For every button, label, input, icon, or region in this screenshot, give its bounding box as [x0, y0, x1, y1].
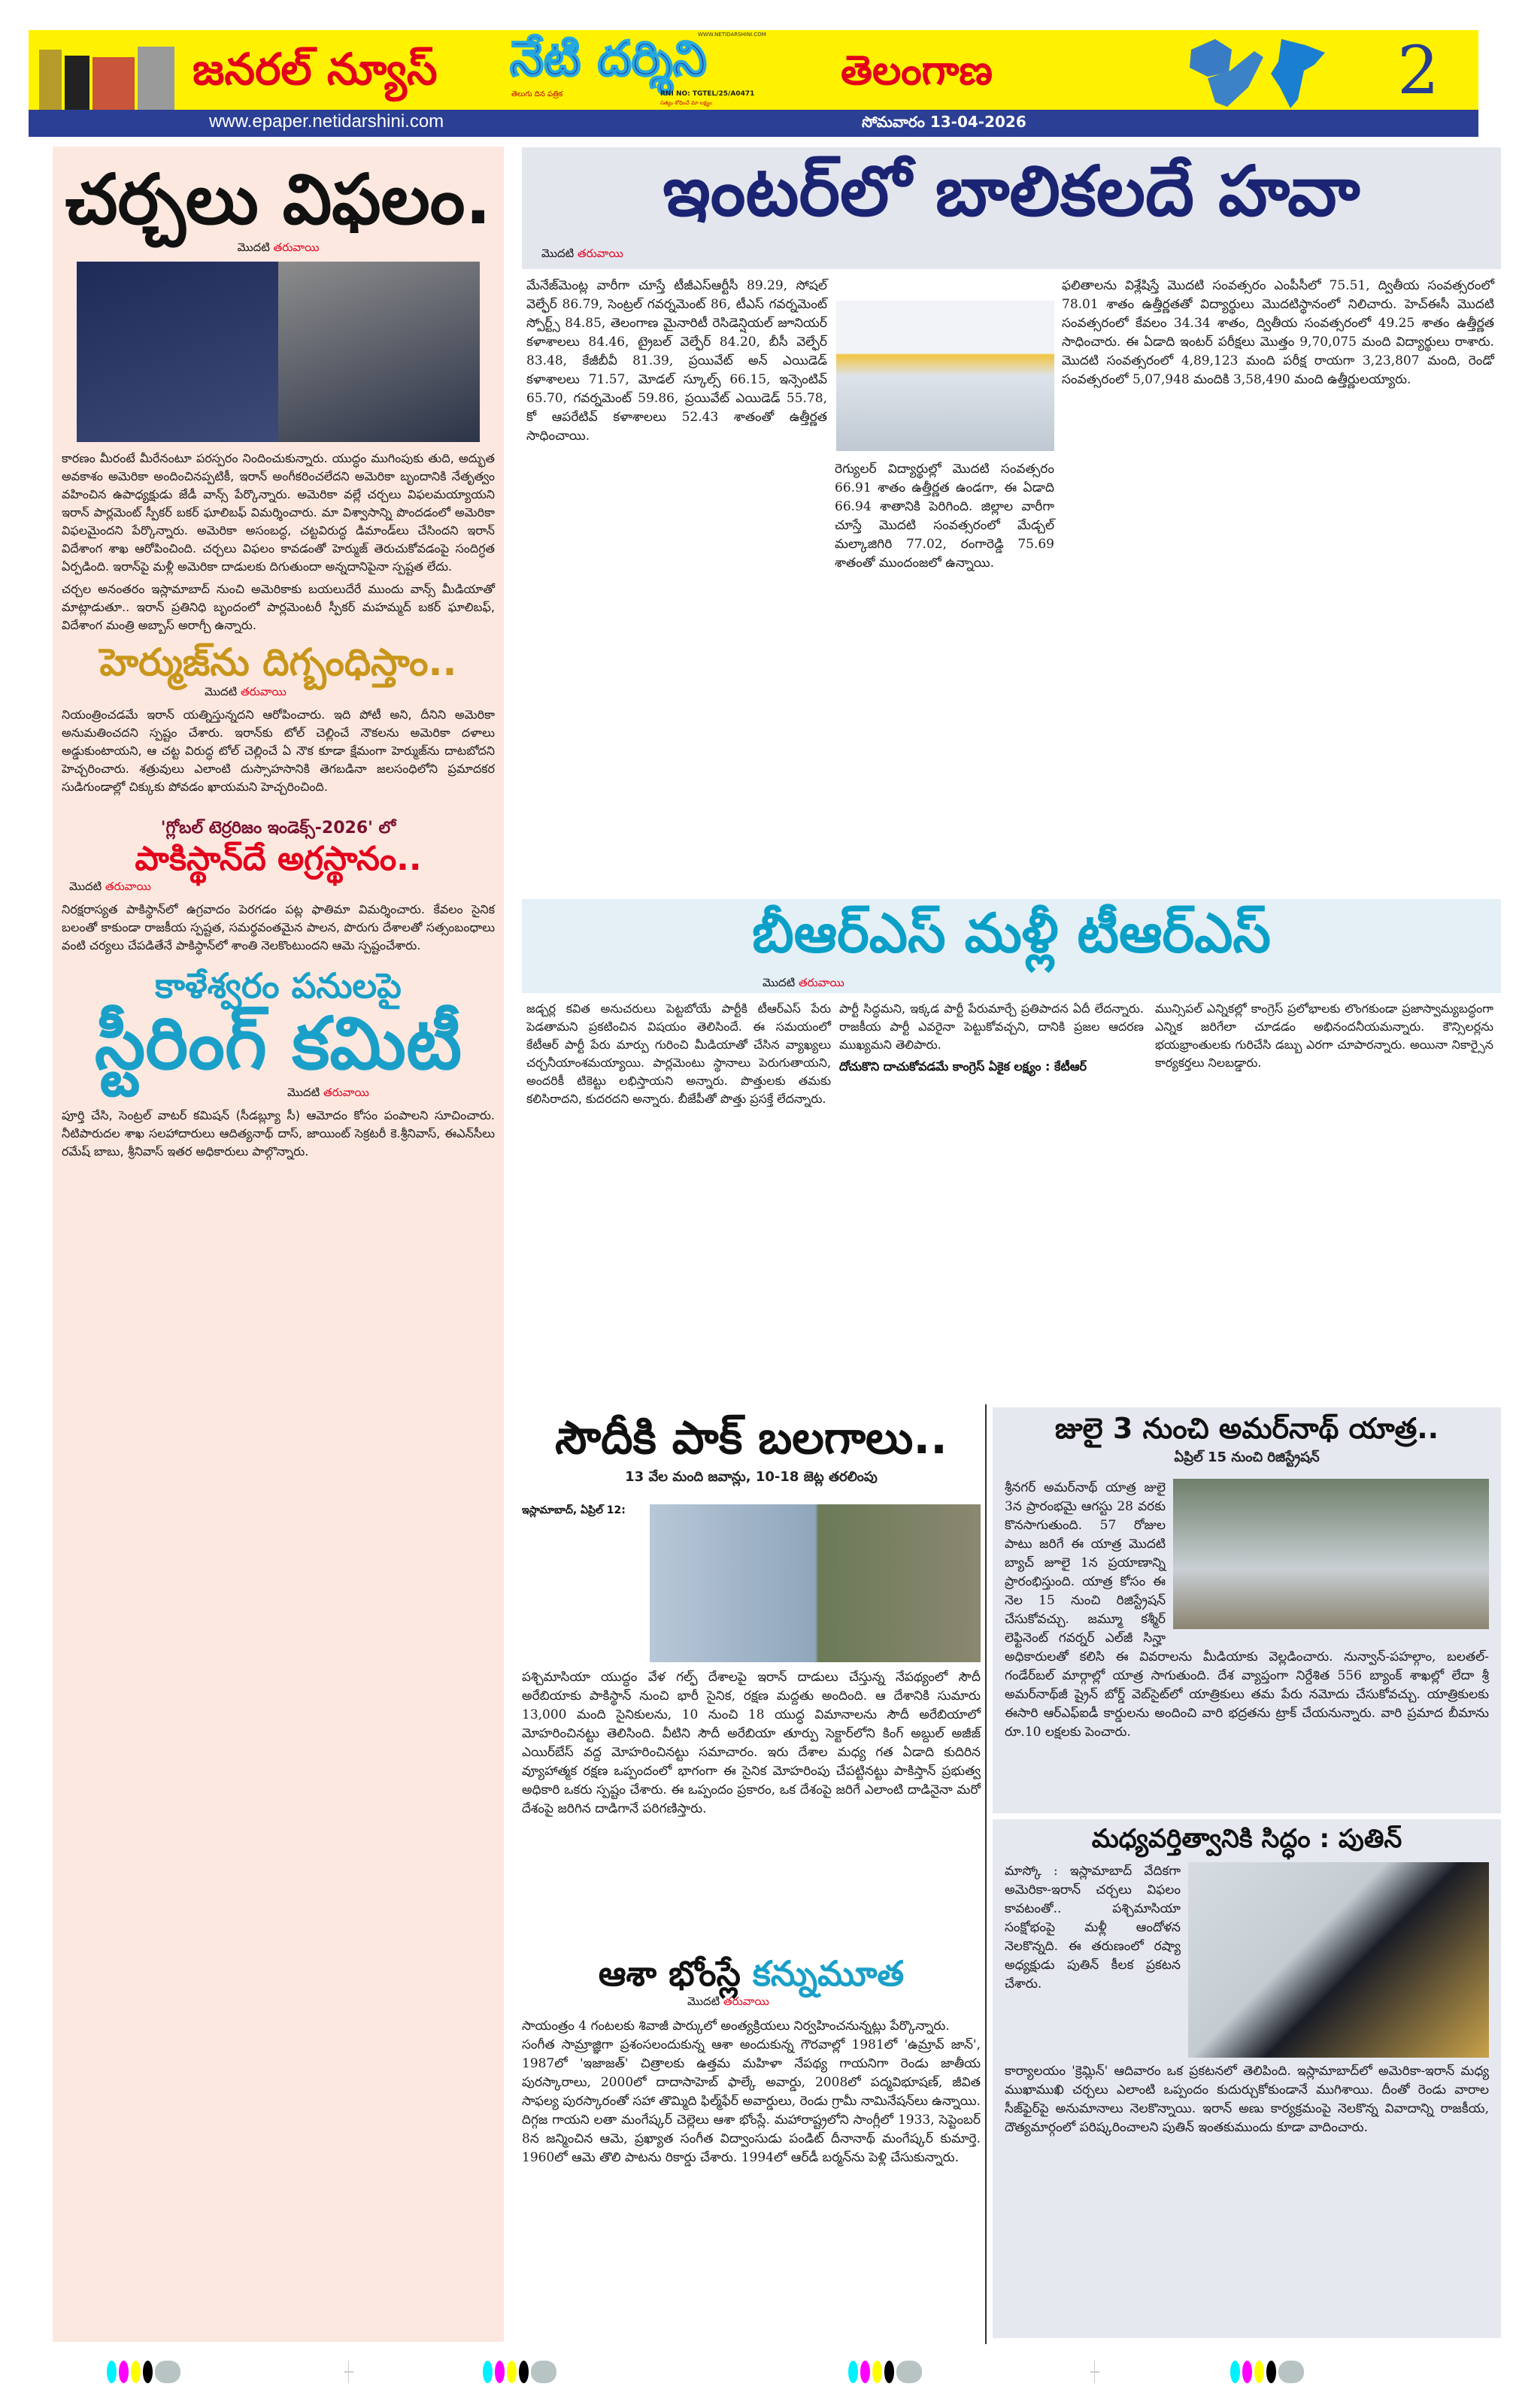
- headline: స్టీరింగ్ కమిటీ: [94, 1001, 462, 1086]
- photo-right-person: [278, 262, 480, 442]
- gate-icon: [65, 56, 90, 110]
- headline: పాకిస్థాన్‌దే అగ్రస్థానం..: [135, 840, 422, 879]
- logo-url: WWW.NETIDARSHINI.COM: [698, 32, 766, 38]
- subhead: ఏప్రిల్ 15 నుంచి రిజిస్ట్రేషన్: [1174, 1449, 1320, 1465]
- paragraph: జడ్చర్ల కవిత అనుచరులు పెట్టబోయే పార్టీకి టీఆర్ఎస్ పేరు పెడతామని ప్రకటించిన విషయం తెలిసిందే. ఈ సమయంలో కేటీఆర్ పార్టీ పేరు మార్పు గురించి మీడియాతో చేసిన వ్యాఖ్యలు చర్చనీయాంశమయ్యాయి. పార్లమెంటు స్థానాలు పెరుగుతాయని, అందరికీ టికెట్టు లభిస్తాయని అన్నారు. పొత్తులకు తమకు కలిసిరాదని, కుదరదని అన్నారు. బీజేపీతో పొత్తు ప్రసక్తే లేదన్నారు.: [526, 1001, 831, 1106]
- byline: మొదటి తరువాయి: [205, 685, 287, 699]
- page-number: 2: [1397, 32, 1439, 109]
- paragraph: మాస్కో : ఇస్లామాబాద్ వేదికగా అమెరికా-ఇరాన్ చర్చలు విఫలం కావటంతో.. పశ్చిమాసియా సంక్షోభంపై మళ్లీ ఆందోళన నెలకొన్నది. ఈ తరుణంలో రష్యా అధ్యక్షుడు పుతిన్ కీలక ప్రకటన చేశారు.: [1005, 1864, 1181, 1992]
- black-swatch: [143, 2361, 153, 2383]
- paragraph: శ్రీనగర్ అమర్‌నాథ్ యాత్ర జులై 3న ప్రారంభమై ఆగస్టు 28 వరకు కొనసాగుతుంది. 57 రోజుల పాటు జరిగే ఈ యాత్ర మొదటి బ్యాచ్ జూలై 1న ప్రయాణాన్ని ప్రారంభిస్తుంది. యాత్ర కోసం ఈ నెల 15 నుంచి రిజిస్ట్రేషన్ చేసుకోవచ్చు. జమ్మూ కశ్మీర్ లెఫ్టినెంట్ గవర్నర్ ఎల్‌జీ సిన్హా అధికారులతో కలిసి ఈ వివరాలను మీడియాకు వెల్లడించారు. నున్వాన్-పహల్గాం, బలతల్-గండేర్‌బల్ మార్గాల్లో యాత్ర సాగుతుంది. దేశ వ్యాప్తంగా నిర్దేశిత 556 బ్యాంక్ శాఖల్లో లేదా శ్రీ అమర్‌నాథ్‌జీ ష్రైన్ బోర్డ్ వెబ్‌సైట్‌లో యాత్రికులు తమ పేరు నమోదు చేసుకోవచ్చు. యాత్రికులకు ఈసారి ఆర్‌ఎఫ్ఐడీ కార్డులను అందించి వారి భద్రతను ట్రాక్ చేయనున్నారు. వారి ప్రమాద బీమాను రూ.10 లక్షలకు పెంచారు.: [1005, 1480, 1489, 1740]
- brs-column-1: [526, 1000, 831, 1108]
- logo-text: నేటి దర్శిని: [510, 32, 707, 87]
- cyan-swatch: [1230, 2361, 1240, 2383]
- masthead-bar: [29, 110, 1478, 137]
- state-title: తెలంగాణ: [841, 47, 993, 94]
- color-registration-mark: [1230, 2361, 1304, 2383]
- magenta-swatch: [860, 2361, 870, 2383]
- article-talks-failed: [53, 147, 504, 635]
- cyan-swatch: [107, 2361, 117, 2383]
- grey-swatch: [155, 2361, 180, 2383]
- yellow-swatch: [1254, 2361, 1264, 2383]
- issue-date: సోమవారం 13-04-2026: [862, 113, 1026, 131]
- paragraph: కార్యాలయం 'క్రెమ్లిన్' ఆదివారం ఒక ప్రకటనలో తెలిపింది. ఇస్లామాబాద్‌లో అమెరికా-ఇరాన్ మధ్య ముఖాముఖి చర్చలు ఎలాంటి ఒప్పందం కుదుర్చుకోకుండానే ముగిశాయి. దీంతో రెండు వారాల సీజ్‌ఫైర్‌పై అనుమానాలు నెలకొన్నాయి. ఇరాన్ అణు కార్యక్రమంపై నెలకొన్న వివాదాన్ని రాజకీయ, దౌత్యమార్గంలో పరిష్కరించాలని పుతిన్ ఇంతకుముందు కూడా వాదించారు.: [1005, 2064, 1489, 2136]
- fort-icon: [92, 57, 134, 110]
- yellow-swatch: [131, 2361, 141, 2383]
- magenta-swatch: [119, 2361, 129, 2383]
- logo-slogan: సత్యం శోధించే మా లక్ష్యం: [660, 100, 712, 106]
- headline: ఆశా భోంస్లే కన్నుమూత: [598, 1953, 905, 1994]
- paragraph: సంగీత సామ్రాజ్ఞిగా ప్రశంసలందుకున్న ఆశా అందుకున్న గౌరవాల్లో 1981లో 'ఉమ్రావ్ జాన్', 1987లో 'ఇజాజత్' చిత్రాలకు ఉత్తమ మహిళా నేపథ్య గాయనిగా రెండు జాతీయ పురస్కారాలు, 2000లో దాదాసాహెబ్ ఫాల్కే అవార్డు, 2008లో పద్మవిభూషణ్, జీవిత సాఫల్య పురస్కారంతో సహా తొమ్మిది ఫిల్మ్‌ఫేర్ అవార్డులు, రెండు గ్రామీ నామినేషన్‌లు ఉన్నాయి. దిగ్గజ గాయని లతా మంగేష్కర్ చెల్లెలు ఆశా భోంస్లే. మహారాష్ట్రలోని సాంగ్లీలో 1933, సెప్టెంబర్ 8న జన్మించిన ఆమె, ప్రఖ్యాత సంగీత విద్వాంసుడు పండిట్ దీనానాథ్ మంగేష్కర్ కుమార్తె. 1960లో ఆమె తొలి పాటను రికార్డు చేశారు. 1994లో ఆర్‌డీ బర్మన్‌ను పెళ్లి చేసుకున్నారు.: [522, 2037, 981, 2165]
- headline: బీఆర్ఎస్ మళ్లీ టీఆర్ఎస్: [752, 901, 1271, 965]
- kicker: కాళేశ్వరం పనులపై: [155, 965, 402, 1006]
- grey-swatch: [1278, 2361, 1304, 2383]
- charminar-icon: [39, 50, 62, 110]
- inter-results-photo: [836, 301, 1054, 451]
- yellow-swatch: [872, 2361, 882, 2383]
- headline: జులై 3 నుంచి అమర్‌నాథ్ యాత్ర..: [1054, 1412, 1439, 1445]
- magenta-swatch: [495, 2361, 505, 2383]
- article-kaleshwaram: [53, 955, 504, 1161]
- kicker: 'గ్లోబల్ టెర్రరిజం ఇండెక్స్-2026' లో: [160, 819, 396, 838]
- article-saudi: [522, 1413, 981, 1819]
- rni-number: RNI NO: TGTEL/25/A0471: [660, 90, 755, 98]
- paragraph: రెగ్యులర్ విద్యార్థుల్లో మొదటి సంవత్సరం 66.91 శాతం ఉత్తీర్ణత ఉండగా, ఈ ఏడాది 66.94 శాతానికి పెరిగింది. జిల్లాల వారీగా చూస్తే మొదటి సంవత్సరంలో మేడ్చల్ మల్కాజిగిరి 77.02, రంగారెడ్డి 75.69 శాతంతో ముందంజలో ఉన్నాయి.: [835, 462, 1054, 571]
- grey-swatch: [531, 2361, 556, 2383]
- paragraph: పశ్చిమాసియా యుద్ధం వేళ గల్ఫ్ దేశాలపై ఇరాన్ దాడులు చేస్తున్న నేపథ్యంలో సౌదీ అరేబియాకు పాకిస్థాన్ నుంచి భారీ సైనిక, రక్షణ మద్దతు అందింది. ఆ దేశానికి సుమారు 13,000 మంది సైనికులను, 10 నుంచి 18 యుద్ధ విమానాలను సౌదీ అరేబియాలో మోహరించినట్టు తెలిసింది. వీటిని సౌదీ అరేబియా తూర్పు సెక్టార్‌లోని కింగ్ అబ్దుల్ అజీజ్ ఎయిర్‌బేస్ వద్ద మోహరించినట్టు సమాచారం. ఇరు దేశాల మధ్య గత ఏడాది కుదిరిన వ్యూహాత్మక రక్షణ ఒప్పందంలో భాగంగా ఈ సైనిక మోహరింపు చేపట్టినట్టు పాకిస్తాన్ ప్రభుత్వ అధికారి ఒకరు స్పష్టం చేశారు. ఈ ఒప్పందం ప్రకారం, ఒక దేశంపై జరిగే ఎలాంటి దాడినైనా మరో దేశంపై జరిగిన దాడిగానే పరిగణిస్తారు.: [522, 1670, 981, 1816]
- dateline: ఇస్లామాబాద్, ఏప్రిల్ 12:: [522, 1504, 626, 1516]
- paragraph: పార్టీ సిద్ధమని, ఇక్కడ పార్టీ పేరుమార్చే ప్రతిపాదన ఏదీ లేదన్నారు. రాజకీయ పార్టీ ఎవరైనా పెట్టుకోవచ్చని, దానికి ప్రజల ఆదరణ ముఖ్యమని తెలిపారు.: [839, 1001, 1144, 1052]
- grey-swatch: [896, 2361, 922, 2383]
- article-inter-header: [522, 147, 1501, 269]
- color-registration-mark: [848, 2361, 922, 2383]
- newspaper-logo[interactable]: [510, 30, 796, 110]
- putin-photo: [1188, 1862, 1489, 2058]
- inter-column-2: [835, 460, 1054, 573]
- headline: సౌదీకి పాక్ బలగాలు..: [555, 1412, 948, 1464]
- article-hormuz: [53, 635, 504, 796]
- buddha-statue-icon: [138, 47, 174, 110]
- byline: మొదటి తరువాయి: [541, 247, 623, 260]
- headline: హెర్ముజ్‌ను దిగ్బంధిస్తాం..: [99, 641, 457, 685]
- crop-mark-icon: [1090, 2361, 1099, 2383]
- landmarks-illustration: [39, 42, 174, 110]
- black-swatch: [519, 2361, 529, 2383]
- paragraph: పూర్తి చేసి, సెంట్రల్ వాటర్ కమిషన్ (సీడబ్ల్యూ సీ) ఆమోదం కోసం పంపాలని సూచించారు. నీటిపారుదల శాఖ సలహాదారులు ఆదిత్యనాథ్ దాస్, జాయింట్ సెక్రటరీ కె.శ్రీనివాస్, ఈఎన్‌సీలు రమేష్ బాబు, శ్రీనివాస్ ఇతర అధికారులు పాల్గొన్నారు.: [62, 1107, 495, 1159]
- news-photo: [77, 262, 480, 442]
- inter-column-1: [526, 277, 827, 446]
- magenta-swatch: [1242, 2361, 1252, 2383]
- brs-column-2: [839, 1000, 1144, 1075]
- left-column: [53, 147, 504, 2342]
- color-registration-mark: [107, 2361, 180, 2383]
- article-amarnath: [993, 1407, 1501, 1813]
- byline: మొదటి తరువాయి: [687, 1994, 769, 2008]
- article-putin: [993, 1819, 1501, 2338]
- paragraph: చర్చల అనంతరం ఇస్లామాబాద్ నుంచి అమెరికాకు బయలుదేరే ముందు వాన్స్ మీడియాతో మాట్లాడుతూ.. ఇరాన్ ప్రతినిధి బృందంలో పార్లమెంటరీ స్పీకర్ మహమ్మద్ బకర్ ఘాలిబఫ్, విదేశాంగ మంత్రి అబ్బాస్ అరాగ్చీ ఉన్నారు.: [62, 582, 495, 633]
- column-divider: [985, 1404, 987, 2344]
- headline: మధ్యవర్తిత్వానికి సిద్ధం : పుతిన్: [1091, 1824, 1402, 1854]
- paragraph: మేనేజ్‌మెంట్ల వారీగా చూస్తే టీజీఎస్‌ఆర్టీసీ 89.29, సోషల్ వెల్ఫేర్ 86.79, సెంట్రల్ గవర్నమెంట్ 86, టీఎస్ గవర్నమెంట్ స్పోర్ట్స్ 84.85, తెలంగాణ మైనారిటీ రెసిడెన్షియల్ జూనియర్ కళాశాలలు 84.46, ట్రైబల్ వెల్ఫేర్ 84.20, బీసీ వెల్ఫేర్ 83.48, కేజీబీవీ 81.39, ప్రయివేట్ అన్ ఎయిడెడ్ కళాశాలలు 71.57, మోడల్ స్కూల్స్ 66.15, ఇన్సెంటివ్ 65.70, గవర్నమెంట్ 59.86, ప్రయివేట్ ఎయిడెడ్ 55.78, కో ఆపరేటివ్ కళాశాలలు 52.43 శాతంతో ఉత్తీర్ణత సాధించాయి.: [526, 278, 827, 444]
- website-link[interactable]: www.epaper.netidarshini.com: [209, 111, 444, 132]
- cyan-swatch: [848, 2361, 858, 2383]
- photo-left-person: [77, 262, 278, 442]
- paragraph: నియంత్రించడమే ఇరాన్ యత్నిస్తున్నదని ఆరోపించారు. ఇది పోటీ అని, దీనిని అమెరికా అనుమతించదని స్పష్టం చేశారు. ఇరాన్‌కు టోల్ చెల్లించే నౌకలను అమెరికా దళాలు అడ్డుకుంటాయని, ఆ చట్ట విరుద్ధ టోల్ చెల్లించే ఏ నౌక కూడా క్షేమంగా హెర్ముజ్‌ను దాటబోదని హెచ్చరించారు. శత్రువులు ఎలాంటి దుస్సాహసానికి తెగబడినా జలసంధిలోని ప్రమాదకర సుడిగుండాల్లో చిక్కుకు పోవడం ఖాయమని హెచ్చరించింది.: [62, 707, 495, 795]
- amarnath-photo: [1173, 1479, 1489, 1629]
- paragraph: ఫలితాలను విశ్లేషిస్తే మొదటి సంవత్సరం ఎంపీసీలో 75.51, ద్వితీయ సంవత్సరంలో 78.01 శాతం ఉత్తీర్ణతతో విద్యార్థులు మొదటిస్థానంలో నిలిచారు. హెచ్ఈసీ మొదటి సంవత్సరంలో కేవలం 34.34 శాతం, ద్వితీయ సంవత్సరంలో 49.25 శాతం ఉత్తీర్ణత సాధించారు. ఈ ఏడాది ఇంటర్ పరీక్షలు మొత్తం 9,70,075 మంది విద్యార్థులు రాశారు. మొదటి సంవత్సరంలో 4,89,123 మంది పరీక్ష రాయగా 3,23,807 మంది, రెండో సంవత్సరంలో 5,07,948 మందికి 3,58,490 మంది ఉత్తీర్ణులయ్యారు.: [1062, 278, 1494, 387]
- black-swatch: [884, 2361, 894, 2383]
- paragraph: మున్సిపల్ ఎన్నికల్లో కాంగ్రెస్ ప్రలోభాలకు లొంగకుండా ప్రజాస్వామ్యబద్ధంగా ఎన్నిక జరిగేలా చూడడం అభినందనీయమన్నారు. కౌన్సిలర్లను భయభ్రాంతులకు గురిచేసి డబ్బు ఎరగా చూపారన్నారు. అయినా నికార్సైన కార్యకర్తలు నిలబడ్డారు.: [1155, 1001, 1493, 1070]
- byline: మొదటి తరువాయి: [287, 1085, 369, 1099]
- paragraph: సాయంత్రం 4 గంటలకు శివాజీ పార్కులో అంత్యక్రియలు నిర్వహించనున్నట్లు పేర్కొన్నారు.: [522, 2018, 950, 2034]
- article-asha-bhosle: [522, 1955, 981, 2167]
- subhead: 13 వేల మంది జవాన్లు, 10-18 జెట్ల తరలింపు: [625, 1469, 878, 1485]
- crop-mark-icon: [344, 2361, 353, 2383]
- headline: ఇంటర్‌లో బాలికలదే హవా: [663, 151, 1360, 232]
- article-pakistan-index: [53, 796, 504, 954]
- article-brs-header: [522, 899, 1501, 993]
- section-title: జనరల్ న్యూస్: [193, 44, 438, 95]
- byline: మొదటి తరువాయి: [237, 241, 320, 255]
- masthead-banner: [29, 30, 1478, 110]
- paragraph: కారణం మీరంటే మీరేనంటూ పరస్పరం నిందించుకున్నారు. యుద్ధం ముగింపుకు తుది, అద్భుత అవకాశం అమెరికా అందించినప్పటికీ, ఇరాన్ అంగీకరించలేదని అమెరికా బృందానికి నేతృత్వం వహించిన ఉపాధ్యక్షుడు జేడీ వాన్స్ పేర్కొన్నారు. అమెరికా వల్లే చర్చలు విఫలమయ్యాయని ఇరాన్ పార్లమెంట్ స్పీకర్ బకర్ ఘాలిబఫ్ విమర్శించారు. మా విశ్వాసాన్ని పొందడంలో అమెరికా విఫలమైందని పేర్కొన్నారు. అమెరికా అసంబద్ధ, చట్టవిరుద్ధ డిమాండ్‌లు చేసిందని ఇరాన్ విదేశాంగ శాఖ ఆరోపించింది. చర్చలు విఫలం కావడంతో హెర్ముజ్ తెరుచుకోవడంపై సందిగ్ధత ఏర్పడింది. ఇరాన్‌పై మళ్లీ అమెరికా దాడులకు దిగుతుందా అన్నదానిపైనా స్పష్టత లేదు.: [62, 451, 495, 574]
- byline: మొదటి తరువాయి: [69, 879, 151, 893]
- brs-column-3: [1155, 1000, 1493, 1072]
- cyan-swatch: [483, 2361, 493, 2383]
- headline: చర్చలు విఫలం.: [65, 159, 492, 240]
- military-photo: [650, 1504, 981, 1662]
- masthead: [29, 30, 1478, 137]
- logo-tagline: తెలుగు దిన పత్రిక: [511, 90, 563, 98]
- subhead: దోచుకొని దాచుకోవడమే కాంగ్రెస్ ఏకైక లక్ష్యం : కేటీఆర్: [839, 1059, 1087, 1074]
- inter-column-3: [1062, 277, 1494, 389]
- color-registration-mark: [483, 2361, 556, 2383]
- black-swatch: [1266, 2361, 1276, 2383]
- india-map-icon: [1185, 35, 1351, 108]
- byline: మొదటి తరువాయి: [763, 976, 844, 989]
- yellow-swatch: [507, 2361, 517, 2383]
- paragraph: నిరక్షరాస్యత పాకిస్థాన్‌లో ఉగ్రవాదం పెరగడం పట్ల ఫాతిమా విమర్శించారు. కేవలం సైనిక బలంతో కాకుండా రాజకీయ స్పష్టత, సమర్థవంతమైన పాలన, పొరుగు దేశాలతో సత్సంబంధాలు వంటి చర్యలు చేపడితేనే పాకిస్థాన్‌లో శాంతి నెలకొంటుందని ఆమె స్పష్టంచేశారు.: [62, 901, 495, 953]
